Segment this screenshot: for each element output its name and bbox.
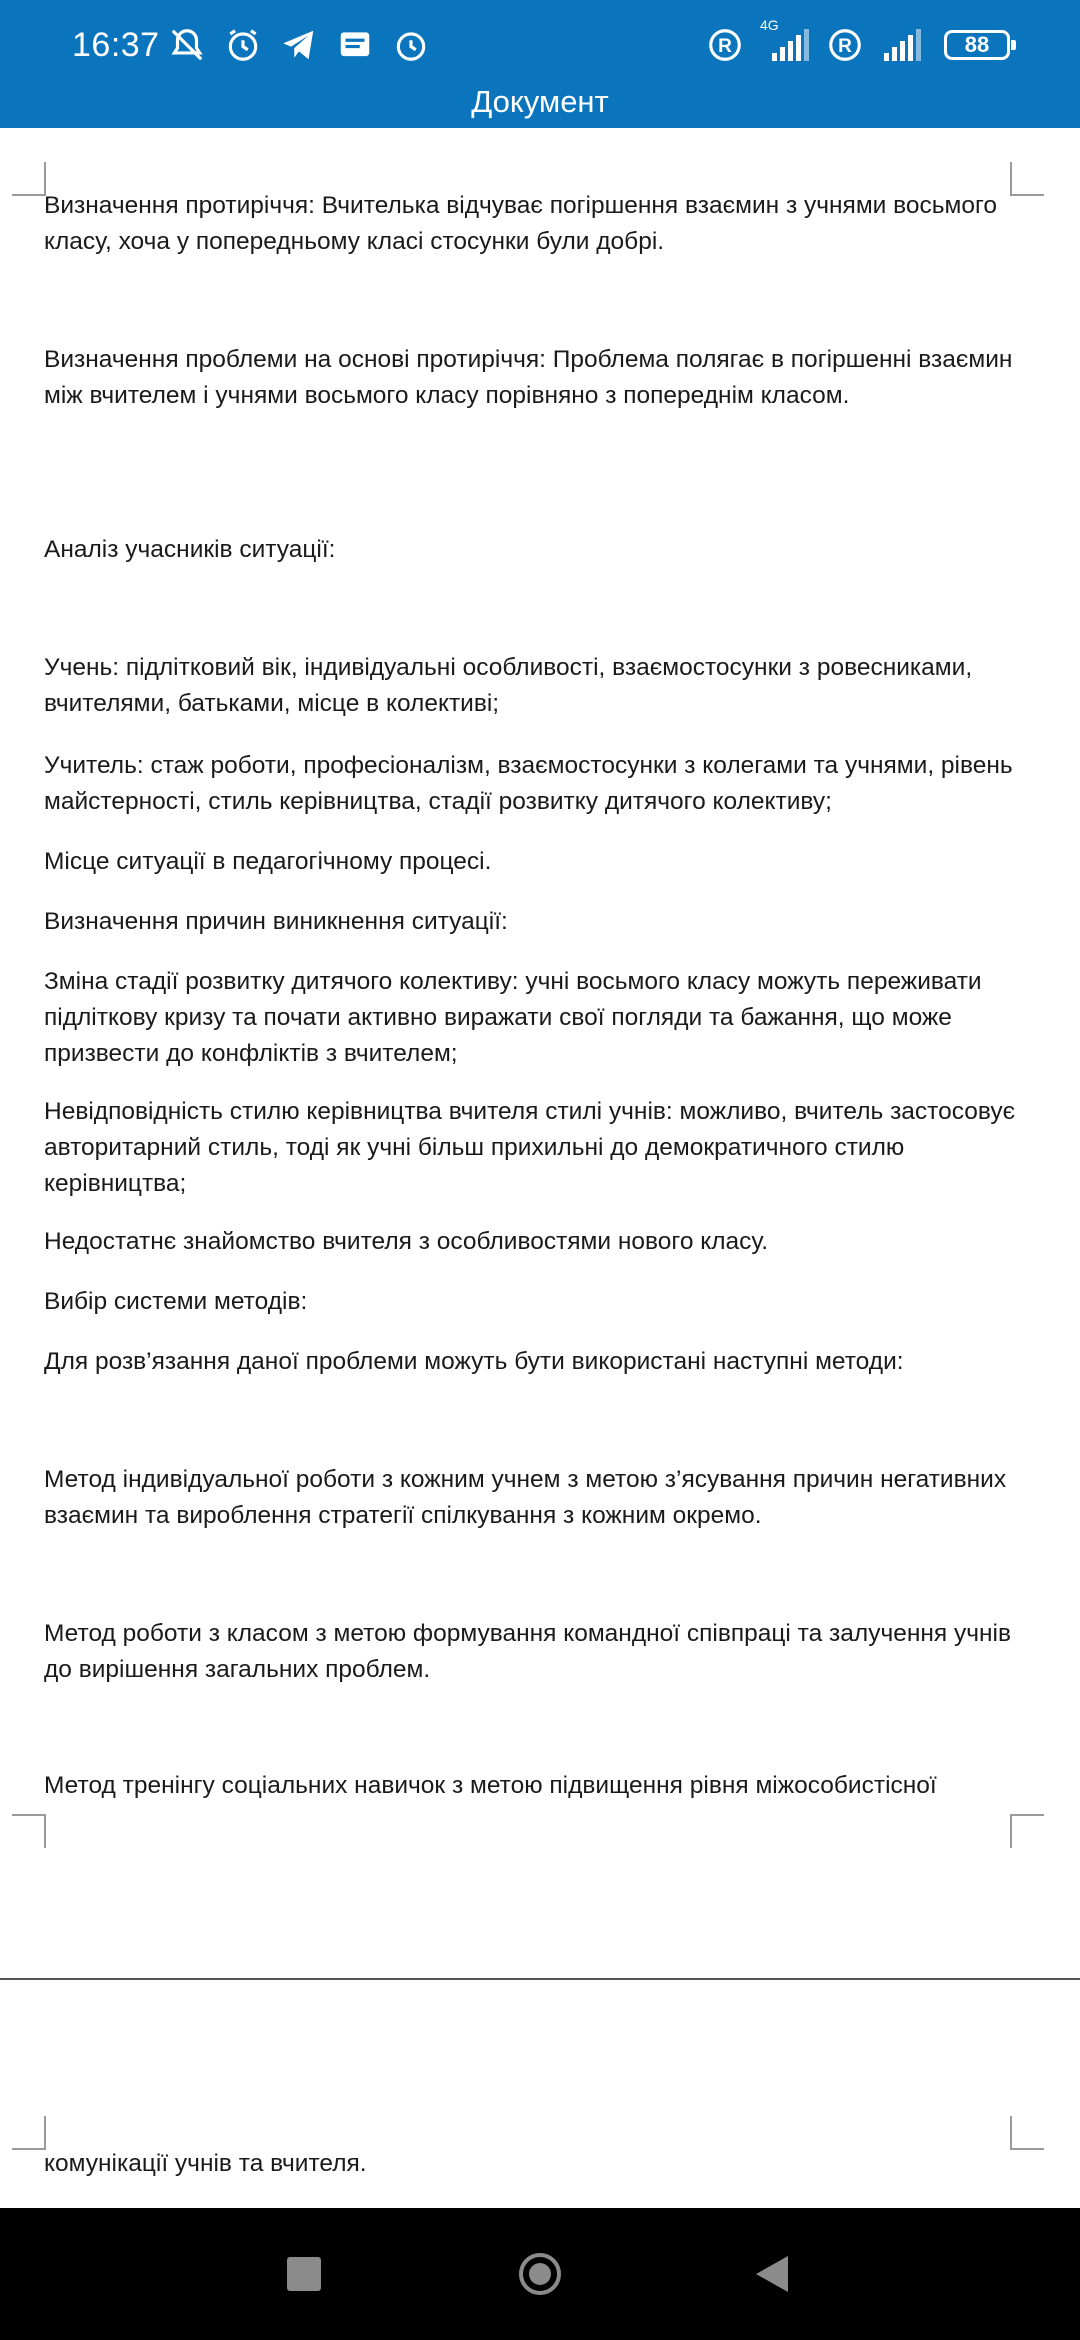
paragraph: Учень: підлітковий вік, індивідуальні особливості, взаємостосунки з ровесниками, вчителями, батьками, місце в колективі; [44,654,973,717]
signal-icon [878,27,932,63]
page-separator [0,1978,1080,1980]
paragraph: Місце ситуації в педагогічному процесі. [44,848,492,875]
svg-text:R: R [718,36,732,58]
app-header [0,0,1080,128]
document-view[interactable] [0,128,1080,2208]
paragraph: Вибір системи методів: [44,1288,308,1315]
recents-icon [287,2257,321,2291]
muted-bell-icon [166,24,208,66]
paragraph: Аналіз учасників ситуації: [44,536,336,563]
home-button[interactable] [500,2234,580,2314]
svg-text:R: R [838,36,852,58]
paragraph: Визначення причин виникнення ситуації: [44,908,508,935]
paragraph: Для розв’язання даної проблеми можуть бути використані наступні методи: [44,1348,904,1375]
paragraph: Невідповідність стилю керівництва вчителя стилі учнів: можливо, вчитель застосовує авторитарний стиль, тоді як учні більш прихильні до демократичного стилю керівництва; [44,1098,1016,1197]
paragraph: Метод індивідуальної роботи з кожним учнем з метою з’ясування причин негативних взаємин та вироблення стратегії спілкування з кожним окремо. [44,1466,1007,1529]
paragraph: Метод тренінгу соціальних навичок з метою підвищення рівня міжособистісної [44,1772,937,1799]
page-corner-mark [12,2116,46,2150]
page-corner-mark [12,1814,46,1848]
battery-indicator: 88 [944,30,1010,60]
navigation-bar [0,2208,1080,2340]
paragraph: Визначення проблеми на основі протиріччя: Проблема полягає в погіршенні взаємин між вчителем і учнями восьмого класу порівняно з попереднім класом. [44,346,1013,409]
back-icon [756,2256,788,2292]
paragraph: комунікації учнів та вчителя. [44,2150,367,2177]
network-type-label: 4G [760,17,779,33]
notification-icons [166,22,432,68]
message-icon [334,24,376,66]
roaming-icon [704,24,746,66]
page-corner-mark [1010,2116,1044,2150]
status-bar [0,0,1080,92]
page-corner-mark [1010,1814,1044,1848]
paragraph: Зміна стадії розвитку дитячого колективу: учні восьмого класу можуть переживати підліткову кризу та почати активно виражати свої погляди та бажання, що може призвести до конфліктів з вчителем; [44,968,982,1067]
page-corner-mark [12,162,46,196]
roaming-icon-2 [824,24,866,66]
alarm-clock-icon [222,24,264,66]
paragraph: Метод роботи з класом з метою формування командної співпраці та залучення учнів до вирішення загальних проблем. [44,1620,1011,1683]
alarm-icon [390,24,432,66]
signal-4g-icon [758,17,812,63]
status-time: 16:37 [72,26,160,64]
telegram-icon [278,24,320,66]
system-icons [704,17,1010,68]
home-icon [519,2253,561,2295]
back-button[interactable] [732,2234,812,2314]
paragraph: Недостатнє знайомство вчителя з особливостями нового класу. [44,1228,769,1255]
paragraph: Учитель: стаж роботи, професіоналізм, взаємостосунки з колегами та учнями, рівень майстерності, стиль керівництва, стадії розвитку дитячого колективу; [44,752,1013,815]
recents-button[interactable] [264,2234,344,2314]
page-title: Документ [471,84,609,119]
paragraph: Визначення протиріччя: Вчителька відчуває погіршення взаємин з учнями восьмого класу, хоча у попередньому класі стосунки були добрі. [44,192,998,255]
